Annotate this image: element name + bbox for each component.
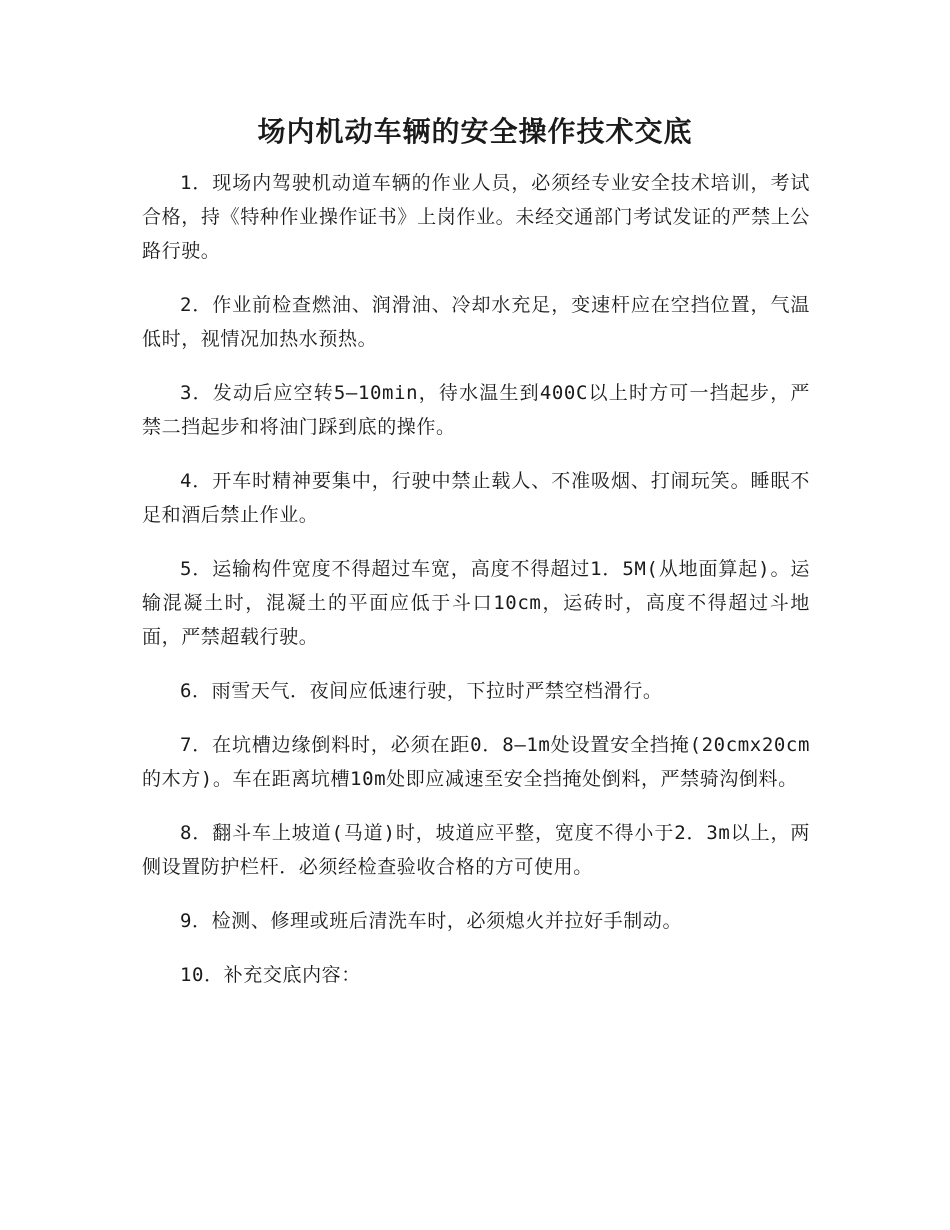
paragraph-4: 4．开车时精神要集中，行驶中禁止载人、不准吸烟、打闹玩笑。睡眠不足和酒后禁止作业。 <box>142 470 810 526</box>
document-body <box>142 166 810 1012</box>
paragraph-1: 1．现场内驾驶机动道车辆的作业人员，必须经专业安全技术培训，考试合格，持《特种作业操作证书》上岗作业。未经交通部门考试发证的严禁上公路行驶。 <box>142 172 810 262</box>
paragraph-8: 8．翻斗车上坡道(马道)时，坡道应平整，宽度不得小于2．3m以上，两侧设置防护栏杆．必须经检查验收合格的方可使用。 <box>142 822 810 878</box>
paragraph-3: 3．发动后应空转5—10min，待水温生到400C以上时方可一挡起步，严禁二挡起步和将油门踩到底的操作。 <box>142 382 810 438</box>
paragraph-5: 5．运输构件宽度不得超过车宽，高度不得超过1．5M(从地面算起)。运输混凝土时，混凝土的平面应低于斗口10cm，运砖时，高度不得超过斗地面，严禁超载行驶。 <box>142 558 810 648</box>
paragraph-6: 6．雨雪天气．夜间应低速行驶，下拉时严禁空档滑行。 <box>180 680 663 702</box>
paragraph-9: 9．检测、修理或班后清洗车时，必须熄火并拉好手制动。 <box>180 910 683 932</box>
document-title: 场内机动车辆的安全操作技术交底 <box>257 115 693 148</box>
paragraph-7: 7．在坑槽边缘倒料时，必须在距0．8—1m处设置安全挡掩(20cmx20cm的木方)。车在距离坑槽10m处即应减速至安全挡掩处倒料，严禁骑沟倒料。 <box>142 734 810 790</box>
paragraph-2: 2．作业前检查燃油、润滑油、冷却水充足，变速杆应在空挡位置，气温低时，视情况加热水预热。 <box>142 294 810 350</box>
paragraph-10: 10．补充交底内容： <box>180 964 361 986</box>
